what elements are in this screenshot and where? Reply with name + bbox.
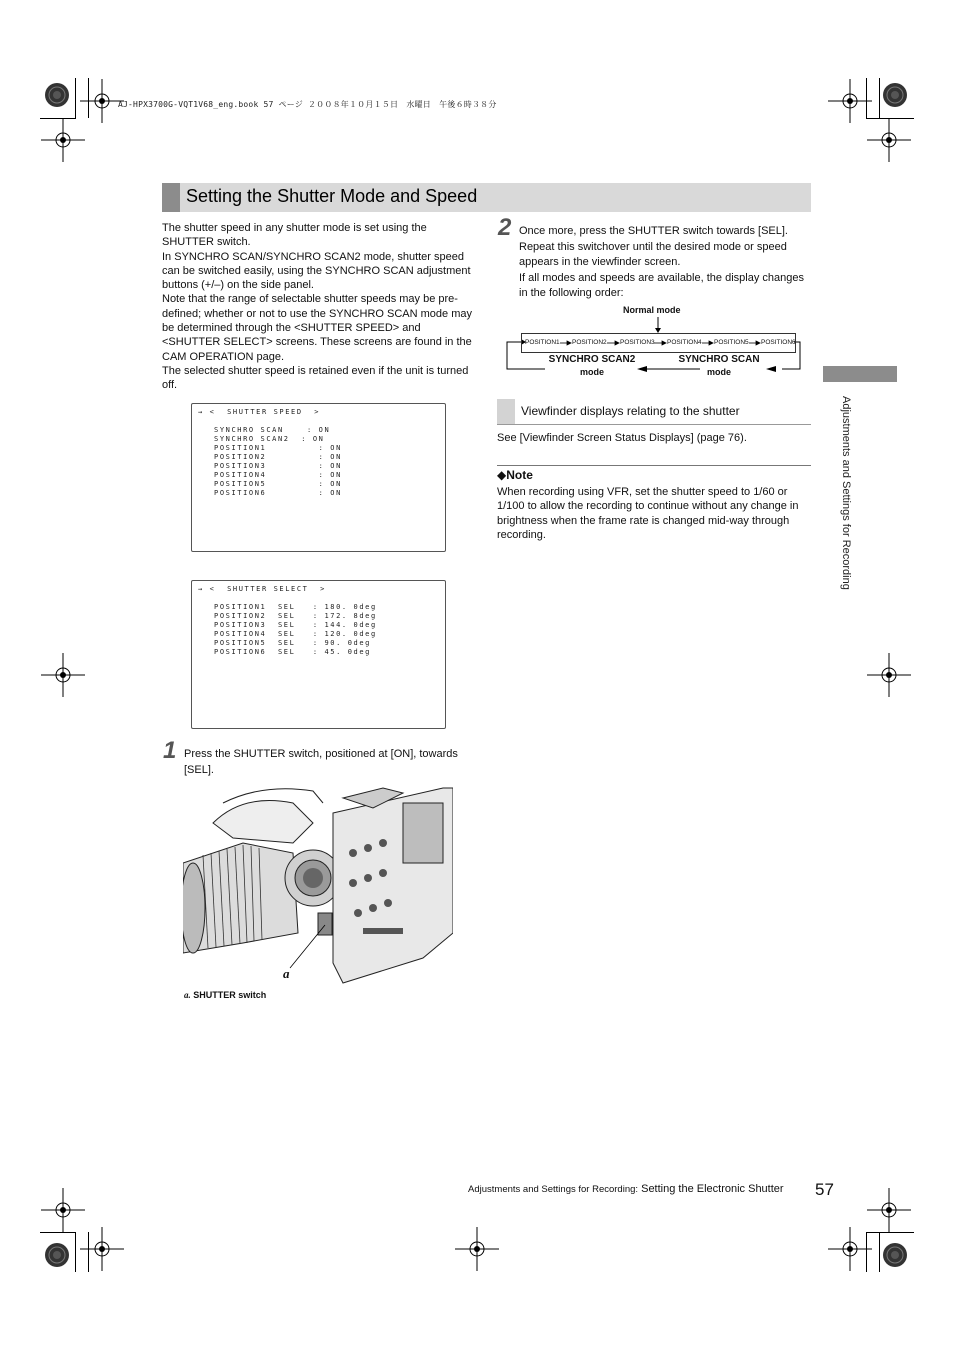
note-heading: ◆Note bbox=[497, 468, 533, 482]
note-rule bbox=[497, 465, 811, 466]
shutter-speed-screen bbox=[191, 403, 446, 552]
flow-scan-line2: mode bbox=[706, 367, 731, 377]
screen-row: POSITION2 : ON bbox=[214, 453, 342, 461]
footer-section: Setting the Electronic Shutter bbox=[638, 1183, 784, 1195]
flow-synchro-scan2 bbox=[547, 354, 637, 378]
subsection-text: See [Viewfinder Screen Status Displays] (page 76). bbox=[497, 432, 747, 444]
screen-row: POSITION1 : ON bbox=[214, 444, 342, 452]
step-2-line: If all modes and speeds are available, the display changes in the following order: bbox=[519, 271, 804, 299]
flow-position: POSITION1 bbox=[525, 339, 560, 346]
step-2-text bbox=[519, 224, 811, 302]
flow-arrows bbox=[522, 334, 795, 352]
screen-row: SYNCHRO SCAN2 : ON bbox=[214, 435, 325, 443]
step-2-line: Repeat this switchover until the desired mode or speed appears in the viewfinder screen. bbox=[519, 240, 787, 268]
chapter-side-label: Adjustments and Settings for Recording bbox=[840, 396, 852, 590]
screen-row: POSITION5 : ON bbox=[214, 480, 342, 488]
intro-paragraph: The shutter speed in any shutter mode is set using the SHUTTER switch. bbox=[162, 222, 427, 249]
screen-row: POSITION5 SEL : 90. 0deg bbox=[214, 639, 371, 647]
page-number: 57 bbox=[815, 1180, 834, 1199]
section-title-bar bbox=[162, 183, 811, 212]
title-tab bbox=[162, 183, 180, 212]
screen-row: POSITION6 : ON bbox=[214, 489, 342, 497]
camera-illustration bbox=[183, 783, 453, 988]
flow-position: POSITION6 bbox=[761, 339, 796, 346]
flow-position: POSITION4 bbox=[667, 339, 702, 346]
figure-callout: a bbox=[283, 966, 290, 981]
caption-text: SHUTTER switch bbox=[193, 990, 267, 1000]
subsection-tab bbox=[497, 399, 515, 424]
screen-title: → < SHUTTER SPEED > bbox=[198, 408, 321, 416]
screen-row: POSITION1 SEL : 180. 0deg bbox=[214, 603, 377, 611]
chapter-side-tab bbox=[823, 366, 897, 382]
footer bbox=[468, 1183, 784, 1195]
screen-row: POSITION2 SEL : 172. 8deg bbox=[214, 612, 377, 620]
intro-paragraph: Note that the range of selectable shutter speeds may be pre-defined; whether or not to use the SYNCHRO SCAN mode may be determined through the <SHUTTER SPEED> and <SHUTTER SELECT> screens. These screens are found in the CAM OPERATION page. bbox=[162, 293, 472, 363]
screen-row: SYNCHRO SCAN : ON bbox=[214, 426, 331, 434]
flow-scan-line1: SYNCHRO SCAN bbox=[678, 354, 760, 365]
figure-caption bbox=[184, 990, 266, 1000]
flow-position: POSITION3 bbox=[620, 339, 655, 346]
intro-text bbox=[162, 221, 477, 393]
step-1-number: 1 bbox=[163, 737, 177, 764]
flow-scan2-line1: SYNCHRO SCAN2 bbox=[548, 354, 636, 365]
flow-scan2-line2: mode bbox=[579, 367, 604, 377]
screen-row: POSITION3 : ON bbox=[214, 462, 342, 470]
flow-positions-box bbox=[521, 333, 796, 353]
subsection-heading bbox=[497, 399, 811, 425]
step-1-text: Press the SHUTTER switch, positioned at [ON], towards [SEL]. bbox=[184, 748, 458, 776]
note-text: When recording using VFR, set the shutter speed to 1/60 or 1/100 to allow the recording to continue without any change in brightness when the frame rate is changed mid-way through recording. bbox=[497, 486, 799, 541]
shutter-select-screen bbox=[191, 580, 446, 729]
screen-row: POSITION6 SEL : 45. 0deg bbox=[214, 648, 371, 656]
caption-letter: a. bbox=[184, 990, 191, 1000]
screen-row: POSITION3 SEL : 144. 0deg bbox=[214, 621, 377, 629]
intro-paragraph: The selected shutter speed is retained even if the unit is turned off. bbox=[162, 364, 469, 392]
flow-position: POSITION2 bbox=[572, 339, 607, 346]
screen-row: POSITION4 SEL : 120. 0deg bbox=[214, 630, 377, 638]
screen-row: POSITION4 : ON bbox=[214, 471, 342, 479]
flow-position: POSITION5 bbox=[714, 339, 749, 346]
flow-synchro-scan bbox=[674, 354, 764, 378]
footer-chapter: Adjustments and Settings for Recording: bbox=[468, 1184, 639, 1195]
step-2-number: 2 bbox=[498, 214, 512, 241]
print-header: AJ-HPX3700G-VQT1V68_eng.book 57 ページ ２００８年１０月１５日 水曜日 午後６時３８分 bbox=[118, 100, 497, 109]
subsection-title: Viewfinder displays relating to the shutter bbox=[521, 404, 740, 418]
section-title: Setting the Shutter Mode and Speed bbox=[186, 186, 478, 206]
step-2-line: Once more, press the SHUTTER switch towards [SEL]. bbox=[519, 225, 788, 237]
intro-paragraph: In SYNCHRO SCAN/SYNCHRO SCAN2 mode, shutter speed can be switched easily, using the SYNCHRO SCAN adjustment buttons (+/–) on the side panel. bbox=[162, 250, 471, 292]
flow-normal-mode: Normal mode bbox=[623, 305, 681, 315]
screen-title: → < SHUTTER SELECT > bbox=[198, 585, 326, 593]
